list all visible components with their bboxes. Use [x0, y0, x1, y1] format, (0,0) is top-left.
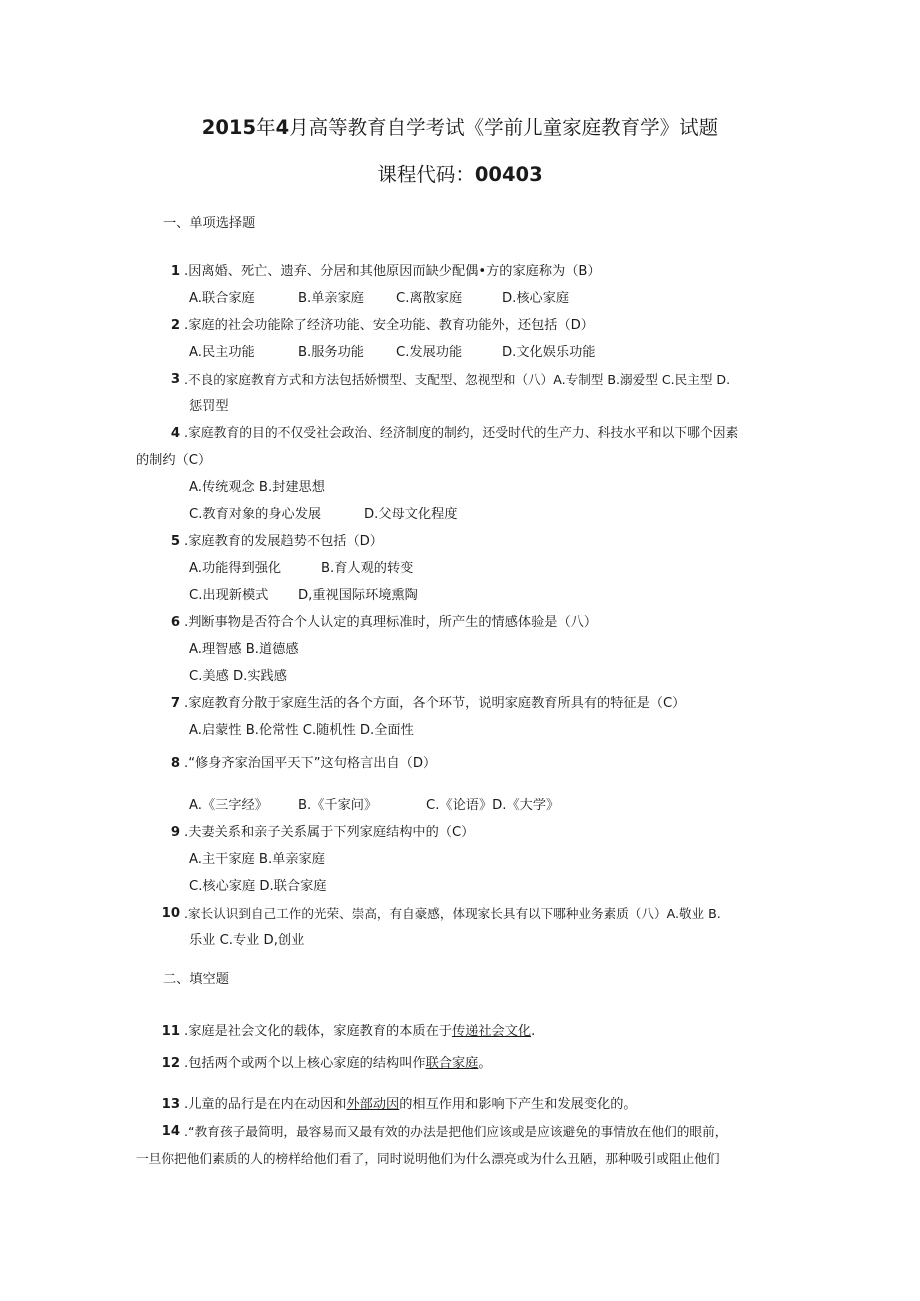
question-text: .家庭教育分散于家庭生活的各个方面，各个环节，说明家庭教育所具有的特征是（C）: [184, 696, 686, 711]
option-b: B.育人观的转变: [321, 561, 414, 576]
option-cd: C.《论语》D.《大学》: [426, 798, 560, 813]
question-text-continued: 乐业 C.专业 D,创业: [189, 933, 305, 948]
question-7: [0, 693, 920, 715]
question-text: .家长认识到自己工作的光荣、崇高，有自豪感，体现家长具有以下哪种业务素质（八）A.敬业 B.: [184, 906, 721, 921]
question-text: .家庭的社会功能除了经济功能、安全功能、教育功能外，还包括（D）: [184, 318, 594, 333]
question-number: 10: [161, 906, 180, 921]
question-number: 8: [170, 756, 180, 771]
option-a: A.联合家庭: [189, 291, 255, 306]
option-d: D.文化娱乐功能: [502, 345, 596, 360]
question-6-options-ab: A.理智感 B.道德感: [189, 642, 299, 657]
question-9-options-ab: A.主干家庭 B.单亲家庭: [189, 852, 325, 867]
question-text: [184, 1053, 492, 1075]
option-b: B.《千家问》: [298, 798, 378, 813]
question-prefix: .家庭是社会文化的载体，家庭教育的本质在于: [184, 1024, 452, 1039]
question-6-options-cd: C.美感 D.实践感: [189, 669, 287, 684]
question-9-options-cd: C.核心家庭 D.联合家庭: [189, 879, 327, 894]
question-number: 13: [161, 1097, 180, 1112]
question-text: .家庭教育的发展趋势不包括（D）: [184, 534, 383, 549]
question-8-options: [0, 795, 920, 817]
option-c: C.教育对象的身心发展: [189, 507, 322, 522]
section-heading-single-choice: 一、单项选择题: [163, 216, 256, 231]
option-d: D.父母文化程度: [364, 507, 458, 522]
question-number: 3: [170, 372, 180, 387]
question-number: 5: [170, 534, 180, 549]
question-number: 2: [170, 318, 180, 333]
question-number: 4: [170, 426, 180, 441]
question-text: [184, 1021, 535, 1043]
question-text-continued: 惩罚型: [189, 399, 229, 414]
option-a: A.《三字经》: [189, 798, 268, 813]
question-5-options-ab: [0, 558, 920, 580]
question-prefix: .儿童的品行是在内在动因和: [184, 1097, 347, 1112]
question-4-options-ab: A.传统观念 B.封建思想: [189, 480, 325, 495]
question-text: .不良的家庭教育方式和方法包括娇惯型、支配型、忽视型和（八）A.专制型 B.溺爱型 C.民主型 D.: [184, 372, 731, 387]
option-c: C.离散家庭: [396, 291, 463, 306]
option-a: A.民主功能: [189, 345, 255, 360]
exam-title: [0, 112, 920, 140]
title-year-suffix: 年: [256, 116, 276, 139]
option-b: B.单亲家庭: [298, 291, 364, 306]
question-prefix: .包括两个或两个以上核心家庭的结构叫作: [184, 1056, 426, 1071]
option-d: D.核心家庭: [502, 291, 570, 306]
question-5-options-cd: [0, 585, 920, 607]
question-number: 9: [170, 825, 180, 840]
question-number: 12: [161, 1056, 180, 1071]
option-c: C.发展功能: [396, 345, 463, 360]
option-b: B.服务功能: [298, 345, 364, 360]
question-1: [0, 261, 920, 283]
course-code-label: 课程代码：: [377, 163, 475, 186]
question-5: [0, 531, 920, 553]
question-2: [0, 315, 920, 337]
question-14: [0, 1121, 920, 1143]
question-text: .“修身齐家治国平天下”这句格言出自（D）: [184, 756, 437, 771]
question-6: [0, 612, 920, 634]
question-text: [184, 1094, 637, 1116]
question-number: 6: [170, 615, 180, 630]
question-11: [0, 1021, 920, 1043]
section-heading-fill-in: 二、填空题: [163, 972, 229, 987]
question-suffix: 。: [478, 1056, 492, 1071]
question-1-options: [0, 288, 920, 310]
title-year: 2015: [201, 116, 257, 139]
question-number: 11: [161, 1024, 180, 1039]
question-9: [0, 822, 920, 844]
question-13: [0, 1094, 920, 1116]
question-suffix: 的相互作用和影响下产生和发展变化的。: [399, 1097, 637, 1112]
question-3: [0, 369, 920, 391]
option-a: A.功能得到强化: [189, 561, 282, 576]
course-code: [0, 159, 920, 187]
question-7-options: A.启蒙性 B.伦常性 C.随机性 D.全面性: [189, 723, 414, 738]
question-2-options: [0, 342, 920, 364]
question-text: .判断事物是否符合个人认定的真理标准时，所产生的情感体验是（八）: [184, 615, 598, 630]
question-text: .因离婚、死亡、遗弃、分居和其他原因而缺少配偶•方的家庭称为（B）: [184, 264, 601, 279]
question-suffix: .: [531, 1024, 536, 1039]
title-text: 月高等教育自学考试《学前儿童家庭教育学》试题: [289, 116, 719, 139]
question-10: [0, 903, 920, 925]
answer-blank: 联合家庭: [425, 1056, 479, 1071]
question-number: 1: [170, 264, 180, 279]
option-c: C.出现新模式: [189, 588, 269, 603]
option-d: D,重视国际环境熏陶: [298, 588, 418, 603]
title-month: 4: [275, 116, 290, 139]
question-4-options-cd: [0, 504, 920, 526]
question-text: .家庭教育的目的不仅受社会政治、经济制度的制约，还受时代的生产力、科技水平和以下哪个因素: [184, 426, 739, 441]
question-text: .夫妻关系和亲子关系属于下列家庭结构中的（C）: [184, 825, 475, 840]
question-number: 7: [170, 696, 180, 711]
question-text-continued: 一旦你把他们素质的人的榜样给他们看了，同时说明他们为什么漂亮或为什么丑陋，那种吸引或阻止他们: [136, 1151, 720, 1166]
question-8: [0, 753, 920, 775]
question-number: 14: [161, 1124, 180, 1139]
question-12: [0, 1053, 920, 1075]
question-text: .“教育孩子最简明，最容易而又最有效的办法是把他们应该或是应该避免的事情放在他们的眼前，: [184, 1124, 728, 1139]
course-code-value: 00403: [474, 163, 543, 186]
answer-blank: 传递社会文化: [451, 1024, 532, 1039]
question-text-continued: 的制约（C）: [136, 453, 212, 468]
question-4: [0, 423, 920, 445]
answer-blank: 外部动因: [346, 1097, 400, 1112]
